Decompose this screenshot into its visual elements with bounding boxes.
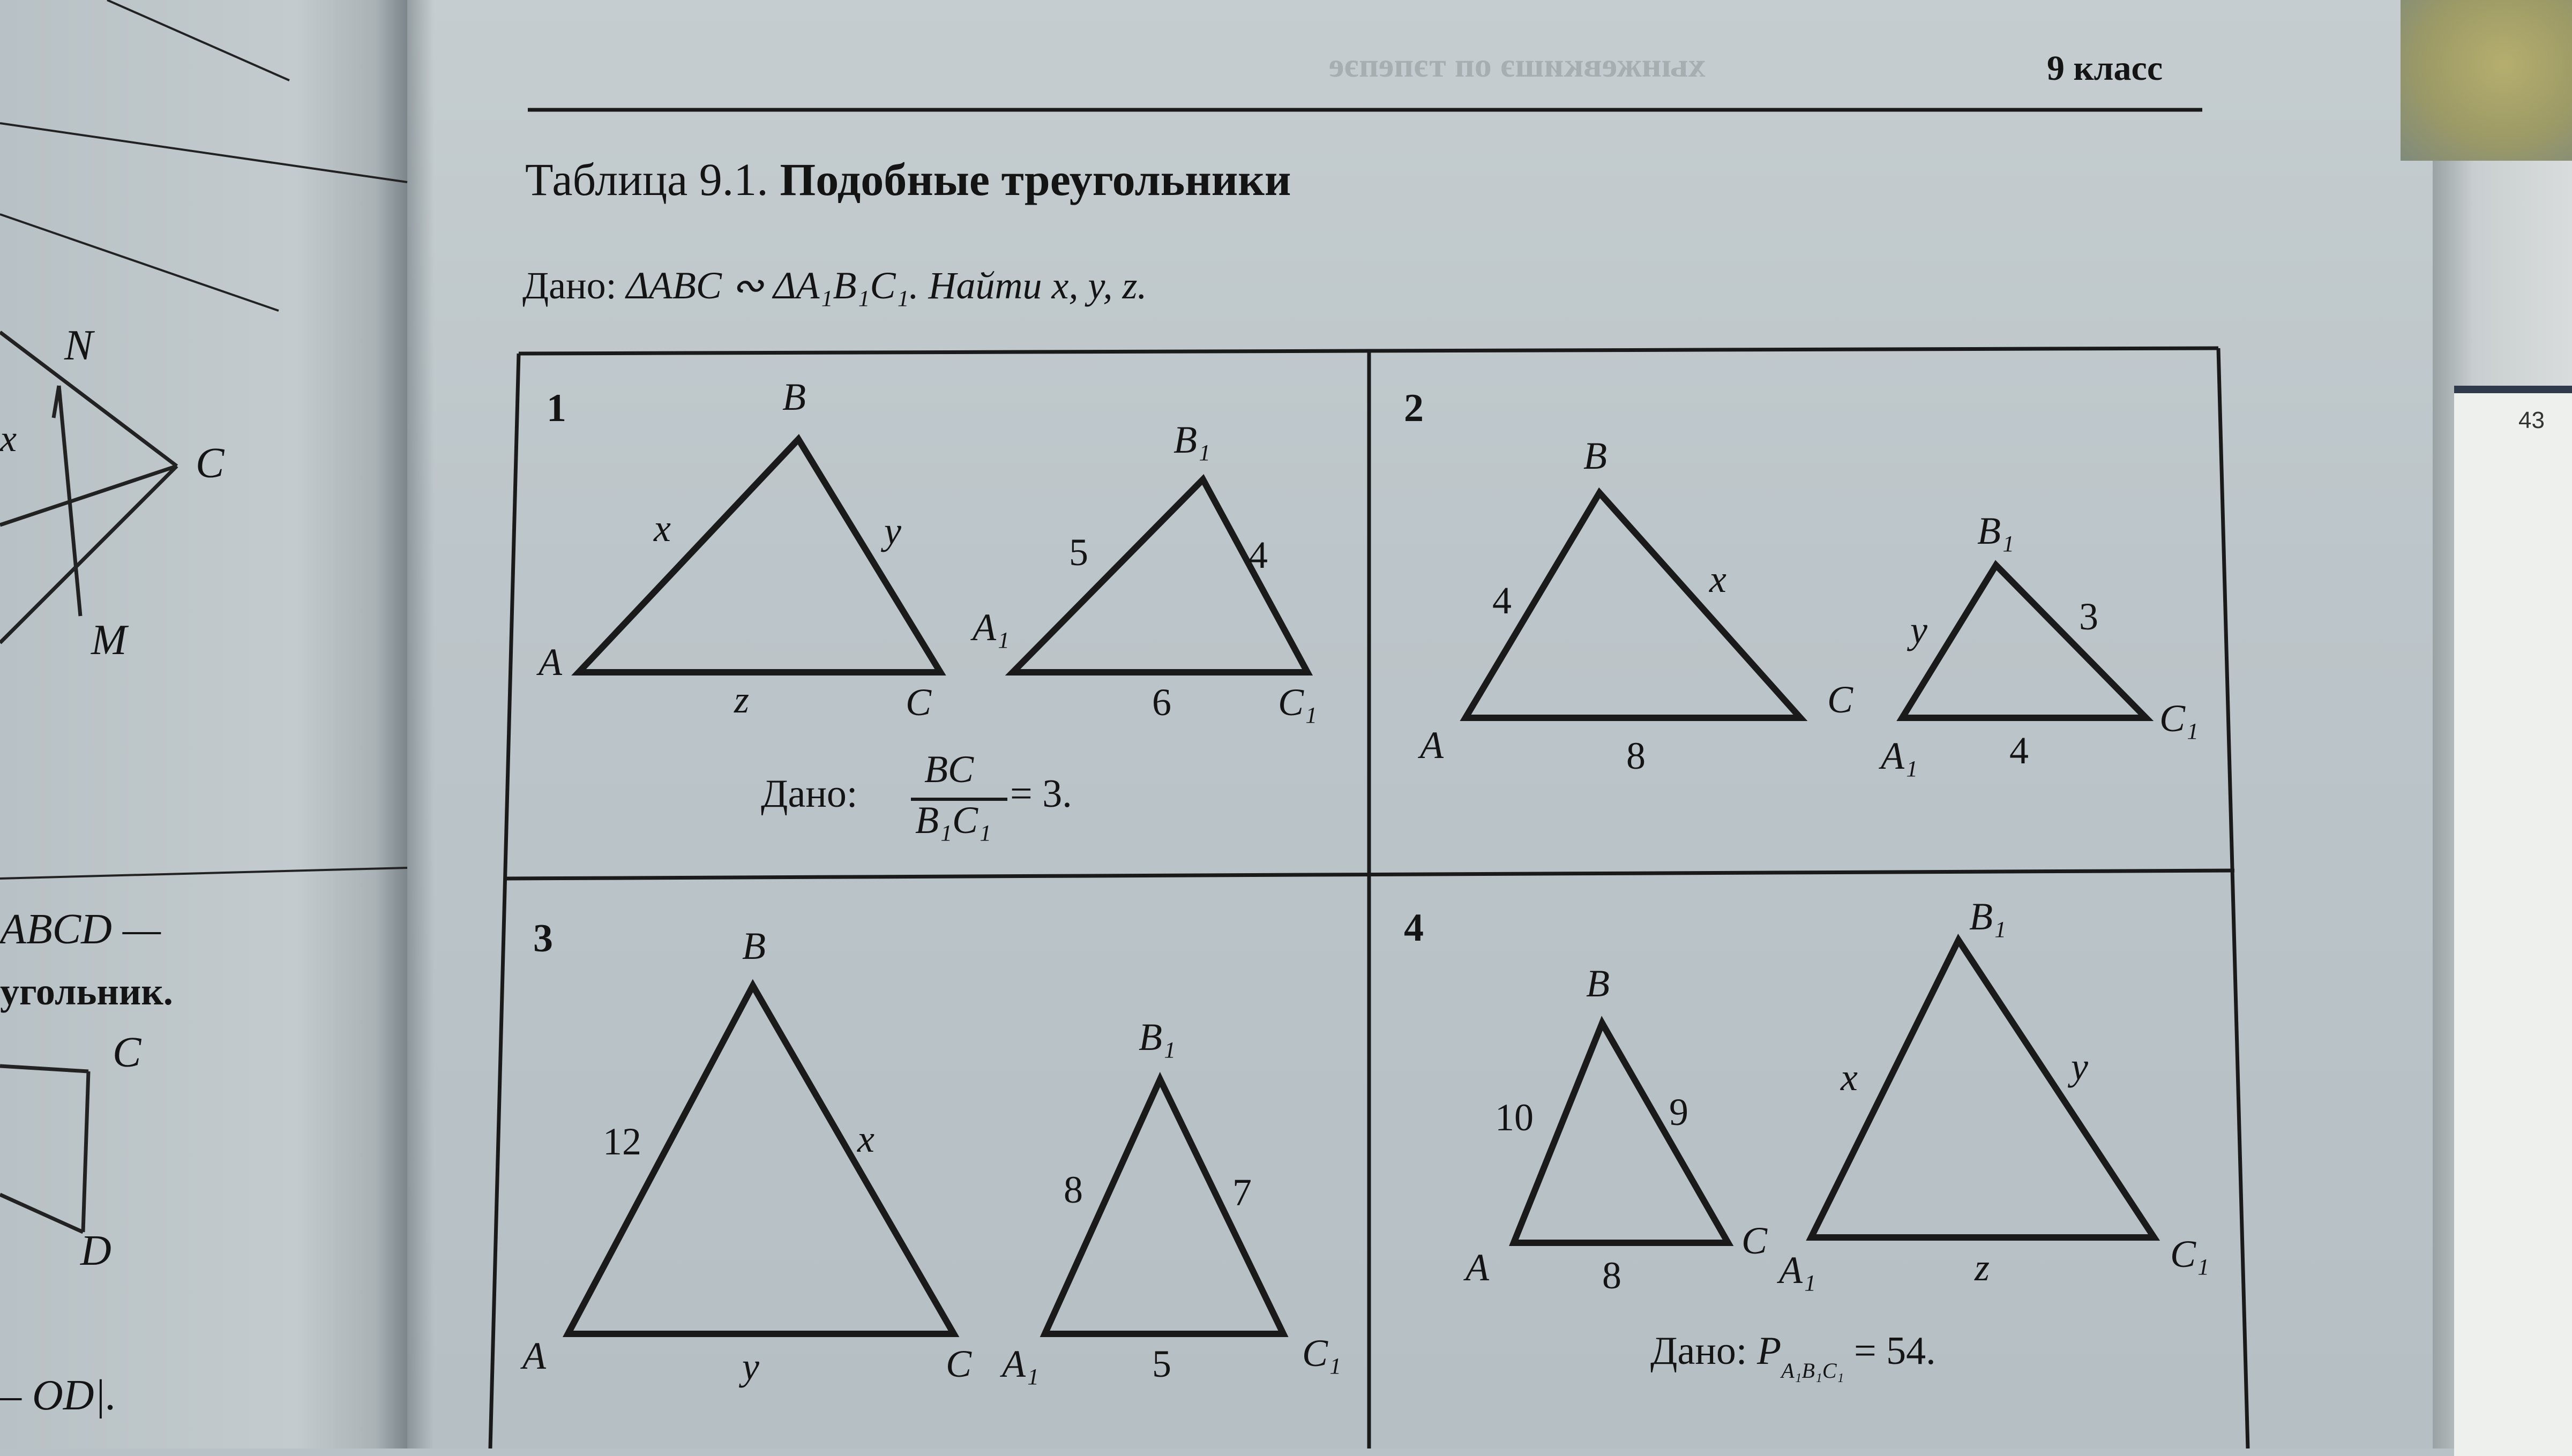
fraction-denominator: B₁C₁ bbox=[915, 799, 992, 842]
vertex-c1: C₁ bbox=[2170, 1233, 2210, 1275]
vertex-a1: A₁ bbox=[973, 606, 1010, 649]
triangle-a1b1c1-2 bbox=[1902, 565, 2146, 718]
side-b1c1: 4 bbox=[1248, 534, 1268, 576]
side-ac: 8 bbox=[1602, 1254, 1621, 1297]
fraction-numerator: BC bbox=[924, 748, 974, 791]
left-label-c: C bbox=[196, 440, 225, 487]
vertex-c1: C₁ bbox=[1278, 681, 1318, 724]
perimeter-note bbox=[1650, 1329, 1936, 1383]
cell-number: 3 bbox=[533, 917, 553, 960]
vertex-c: C bbox=[946, 1342, 972, 1385]
left-text-word: угольник. bbox=[0, 970, 173, 1013]
side-ac: 8 bbox=[1626, 734, 1646, 777]
perimeter-symbol: P bbox=[1756, 1329, 1782, 1373]
device-readout: 43 bbox=[2518, 407, 2545, 433]
vertex-b1: B₁ bbox=[1139, 1016, 1176, 1059]
vertex-b1: B₁ bbox=[1173, 418, 1211, 461]
left-label-n: N bbox=[64, 322, 93, 369]
side-b1c1: y bbox=[2071, 1045, 2088, 1088]
side-a1b1: 8 bbox=[1064, 1168, 1083, 1211]
side-bc: x bbox=[1709, 558, 1726, 601]
vertex-b: B bbox=[782, 376, 806, 418]
note-result: = 3. bbox=[1010, 772, 1072, 816]
side-ac: y bbox=[742, 1345, 759, 1388]
left-label-x: x bbox=[0, 418, 17, 460]
vertex-a1: A₁ bbox=[1881, 734, 1918, 777]
side-ab: 12 bbox=[603, 1120, 641, 1163]
given-text: ΔABC ∾ ΔA₁B₁C₁. Найти x, y, z. bbox=[626, 264, 1147, 307]
left-label-m: M bbox=[91, 617, 127, 664]
left-label-d: D bbox=[80, 1227, 111, 1274]
note-label: Дано: bbox=[761, 772, 858, 816]
triangle-abc-2 bbox=[1466, 493, 1800, 718]
vertex-c1: C₁ bbox=[1302, 1332, 1342, 1375]
left-text-abcd: ABCD — bbox=[0, 906, 161, 953]
side-bc: x bbox=[857, 1117, 874, 1160]
show-through-text: хынжевкишэ оп тэпепэе bbox=[1329, 46, 1706, 84]
table-title bbox=[525, 153, 1291, 206]
vertex-c: C bbox=[1741, 1219, 1768, 1262]
vertex-b: B bbox=[742, 925, 766, 967]
table-name: Подобные треугольники bbox=[780, 154, 1291, 205]
side-a1c1: 5 bbox=[1152, 1342, 1171, 1385]
vertex-a: A bbox=[522, 1334, 546, 1377]
side-bc: 9 bbox=[1669, 1091, 1688, 1134]
side-a1b1: x bbox=[1841, 1056, 1858, 1099]
given-label: Дано: bbox=[522, 264, 617, 307]
vertex-b: B bbox=[1586, 962, 1610, 1005]
note-label: Дано: bbox=[1650, 1329, 1747, 1373]
side-ab: x bbox=[654, 507, 671, 550]
cell-number: 4 bbox=[1404, 906, 1424, 950]
vertex-a1: A₁ bbox=[1779, 1249, 1816, 1292]
side-b1c1: 7 bbox=[1232, 1171, 1252, 1214]
vertex-a: A bbox=[1420, 724, 1444, 767]
given-line bbox=[522, 262, 1147, 308]
vertex-a: A bbox=[1466, 1246, 1489, 1289]
left-label-c2: C bbox=[113, 1029, 141, 1076]
vertex-b1: B₁ bbox=[1977, 509, 2015, 552]
cell-number: 1 bbox=[547, 386, 566, 430]
vertex-b: B bbox=[1583, 434, 1607, 477]
cell-number: 2 bbox=[1404, 386, 1424, 430]
left-page-sketch bbox=[0, 0, 407, 1232]
vertex-a1: A₁ bbox=[1002, 1342, 1040, 1385]
triangle-abc-1 bbox=[579, 439, 940, 672]
side-bc: y bbox=[884, 509, 901, 552]
triangle-abc-4 bbox=[1514, 1023, 1728, 1243]
vertex-c1: C₁ bbox=[2159, 697, 2199, 740]
note-result: = 54. bbox=[1853, 1329, 1936, 1373]
left-text-vector: – OD|. bbox=[0, 1372, 117, 1419]
vertex-c: C bbox=[906, 681, 932, 724]
grade-label: 9 класс bbox=[2047, 49, 2163, 88]
side-a1c1: 4 bbox=[2009, 729, 2029, 772]
side-ac: z bbox=[734, 678, 750, 721]
triangle-a1b1c1-4 bbox=[1811, 940, 2154, 1237]
perimeter-subscript: A₁B₁C₁ bbox=[1781, 1359, 1844, 1383]
side-ab: 10 bbox=[1495, 1096, 1534, 1139]
vertex-b1: B₁ bbox=[1969, 895, 2007, 938]
side-a1b1: 5 bbox=[1069, 531, 1088, 574]
side-b1c1: 3 bbox=[2079, 595, 2098, 638]
side-a1c1: z bbox=[1975, 1246, 1990, 1289]
side-a1b1: y bbox=[1910, 609, 1927, 651]
side-a1c1: 6 bbox=[1152, 681, 1171, 724]
vertex-a: A bbox=[539, 641, 562, 684]
table-number: Таблица 9.1. bbox=[525, 154, 768, 205]
side-ab: 4 bbox=[1492, 579, 1512, 622]
vertex-c: C bbox=[1827, 678, 1853, 721]
